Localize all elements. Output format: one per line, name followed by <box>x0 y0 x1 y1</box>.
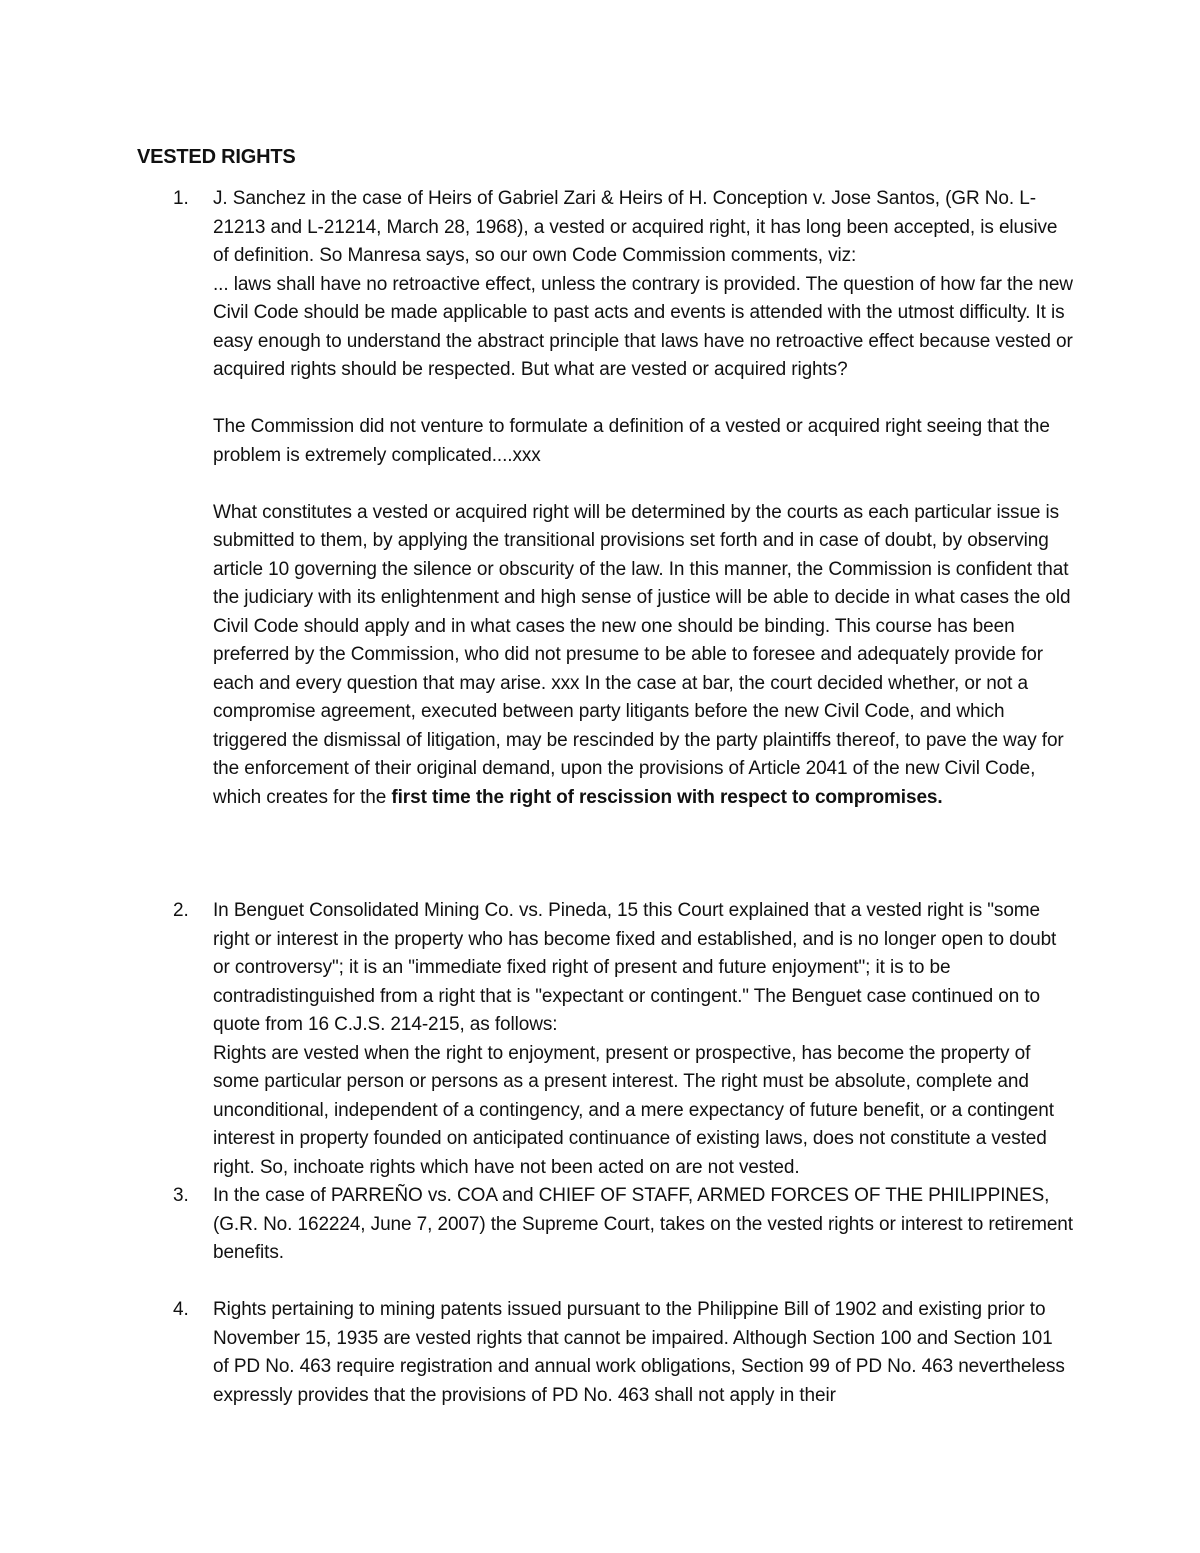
quoted-paragraph: Rights are vested when the right to enjoyment, present or prospective, has become the property of some particular person or persons as a present interest. The right must be absolute, complete and unconditional, independent of a contingency, and a mere expectancy of future benefit, or a contingent interest in property founded on anticipated continuance of existing laws, does not constitute a vested right. So, inchoate rights which have not been acted on are not vested. <box>213 1042 1054 1178</box>
item-intro: J. Sanchez in the case of Heirs of Gabriel Zari & Heirs of H. Conception v. Jose Santos, (GR No. L-21213 and L-21214, March 28, 1968), a vested or acquired right, it has long been accepted, is elusive of definition. So Manresa says, so our own Code Commission comments, viz: <box>213 188 1058 266</box>
item-number: 1. <box>173 188 189 209</box>
quoted-paragraph <box>213 499 1073 813</box>
quoted-text: What constitutes a vested or acquired right will be determined by the courts as each particular issue is submitted to them, by applying the transitional provisions set forth and in case of doubt, by observing article 10 governing the silence or obscurity of the law. In this manner, the Commission is confident that the judiciary with its enlightenment and high sense of justice will be able to decide in what cases the old Civil Code should apply and in what cases the new one should be binding. This course has been preferred by the Commission, who did not presume to be able to foresee and adequately provide for each and every question that may arise. xxx In the case at bar, the court decided whether, or not a compromise agreement, executed between party litigants before the new Civil Code, and which triggered the dismissal of litigation, may be rescinded by the party plaintiffs thereof, to pave the way for the enforcement of their original demand, upon the provisions of Article 2041 of the new Civil Code, which creates for the <box>213 501 1071 808</box>
quoted-paragraph: The Commission did not venture to formulate a definition of a vested or acquired right seeing that the problem is extremely complicated....xxx <box>213 416 1050 466</box>
emphasized-text: first time the right of rescission with respect to compromises <box>391 786 938 808</box>
item-intro: In Benguet Consolidated Mining Co. vs. Pineda, 15 this Court explained that a vested right is "some right or interest in the property who has become fixed and established, and is no longer open to doubt or controversy"; it is an "immediate fixed right of present and future enjoyment"; it is to be contradistinguished from a right that is "expectant or contingent." The Benguet case continued on to quote from 16 C.J.S. 214-215, as follows: <box>213 900 1057 1035</box>
emphasized-period: . <box>937 786 943 808</box>
item-body <box>213 1182 1073 1268</box>
list-item <box>173 1296 1073 1410</box>
item-body <box>213 185 1073 812</box>
item-body <box>213 1296 1073 1410</box>
document-title: VESTED RIGHTS <box>137 146 296 168</box>
item-number: 2. <box>173 900 189 921</box>
item-number: 3. <box>173 1185 189 1206</box>
item-text: Rights pertaining to mining patents issued pursuant to the Philippine Bill of 1902 and existing prior to November 15, 1935 are vested rights that cannot be impaired. Although Section 100 and Section 101 of PD No. 463 require registration and annual work obligations, Section 99 of PD No. 463 nevertheless expressly provides that the provisions of PD No. 463 shall not apply in their <box>213 1299 1065 1406</box>
list-item <box>173 897 1073 1182</box>
quoted-paragraph: ... laws shall have no retroactive effect, unless the contrary is provided. The question of how far the new Civil Code should be made applicable to past acts and events is attended with the utmost difficulty. It is easy enough to understand the abstract principle that laws have no retroactive effect because vested or acquired rights should be respected. But what are vested or acquired rights? <box>213 273 1073 380</box>
list-item <box>173 1182 1073 1268</box>
list-item <box>173 185 1073 812</box>
item-body <box>213 897 1073 1182</box>
item-text: In the case of PARREÑO vs. COA and CHIEF OF STAFF, ARMED FORCES OF THE PHILIPPINES, (G.R. No. 162224, June 7, 2007) the Supreme Court, takes on the vested rights or interest to retirement benefits. <box>213 1185 1073 1263</box>
item-number: 4. <box>173 1299 189 1320</box>
